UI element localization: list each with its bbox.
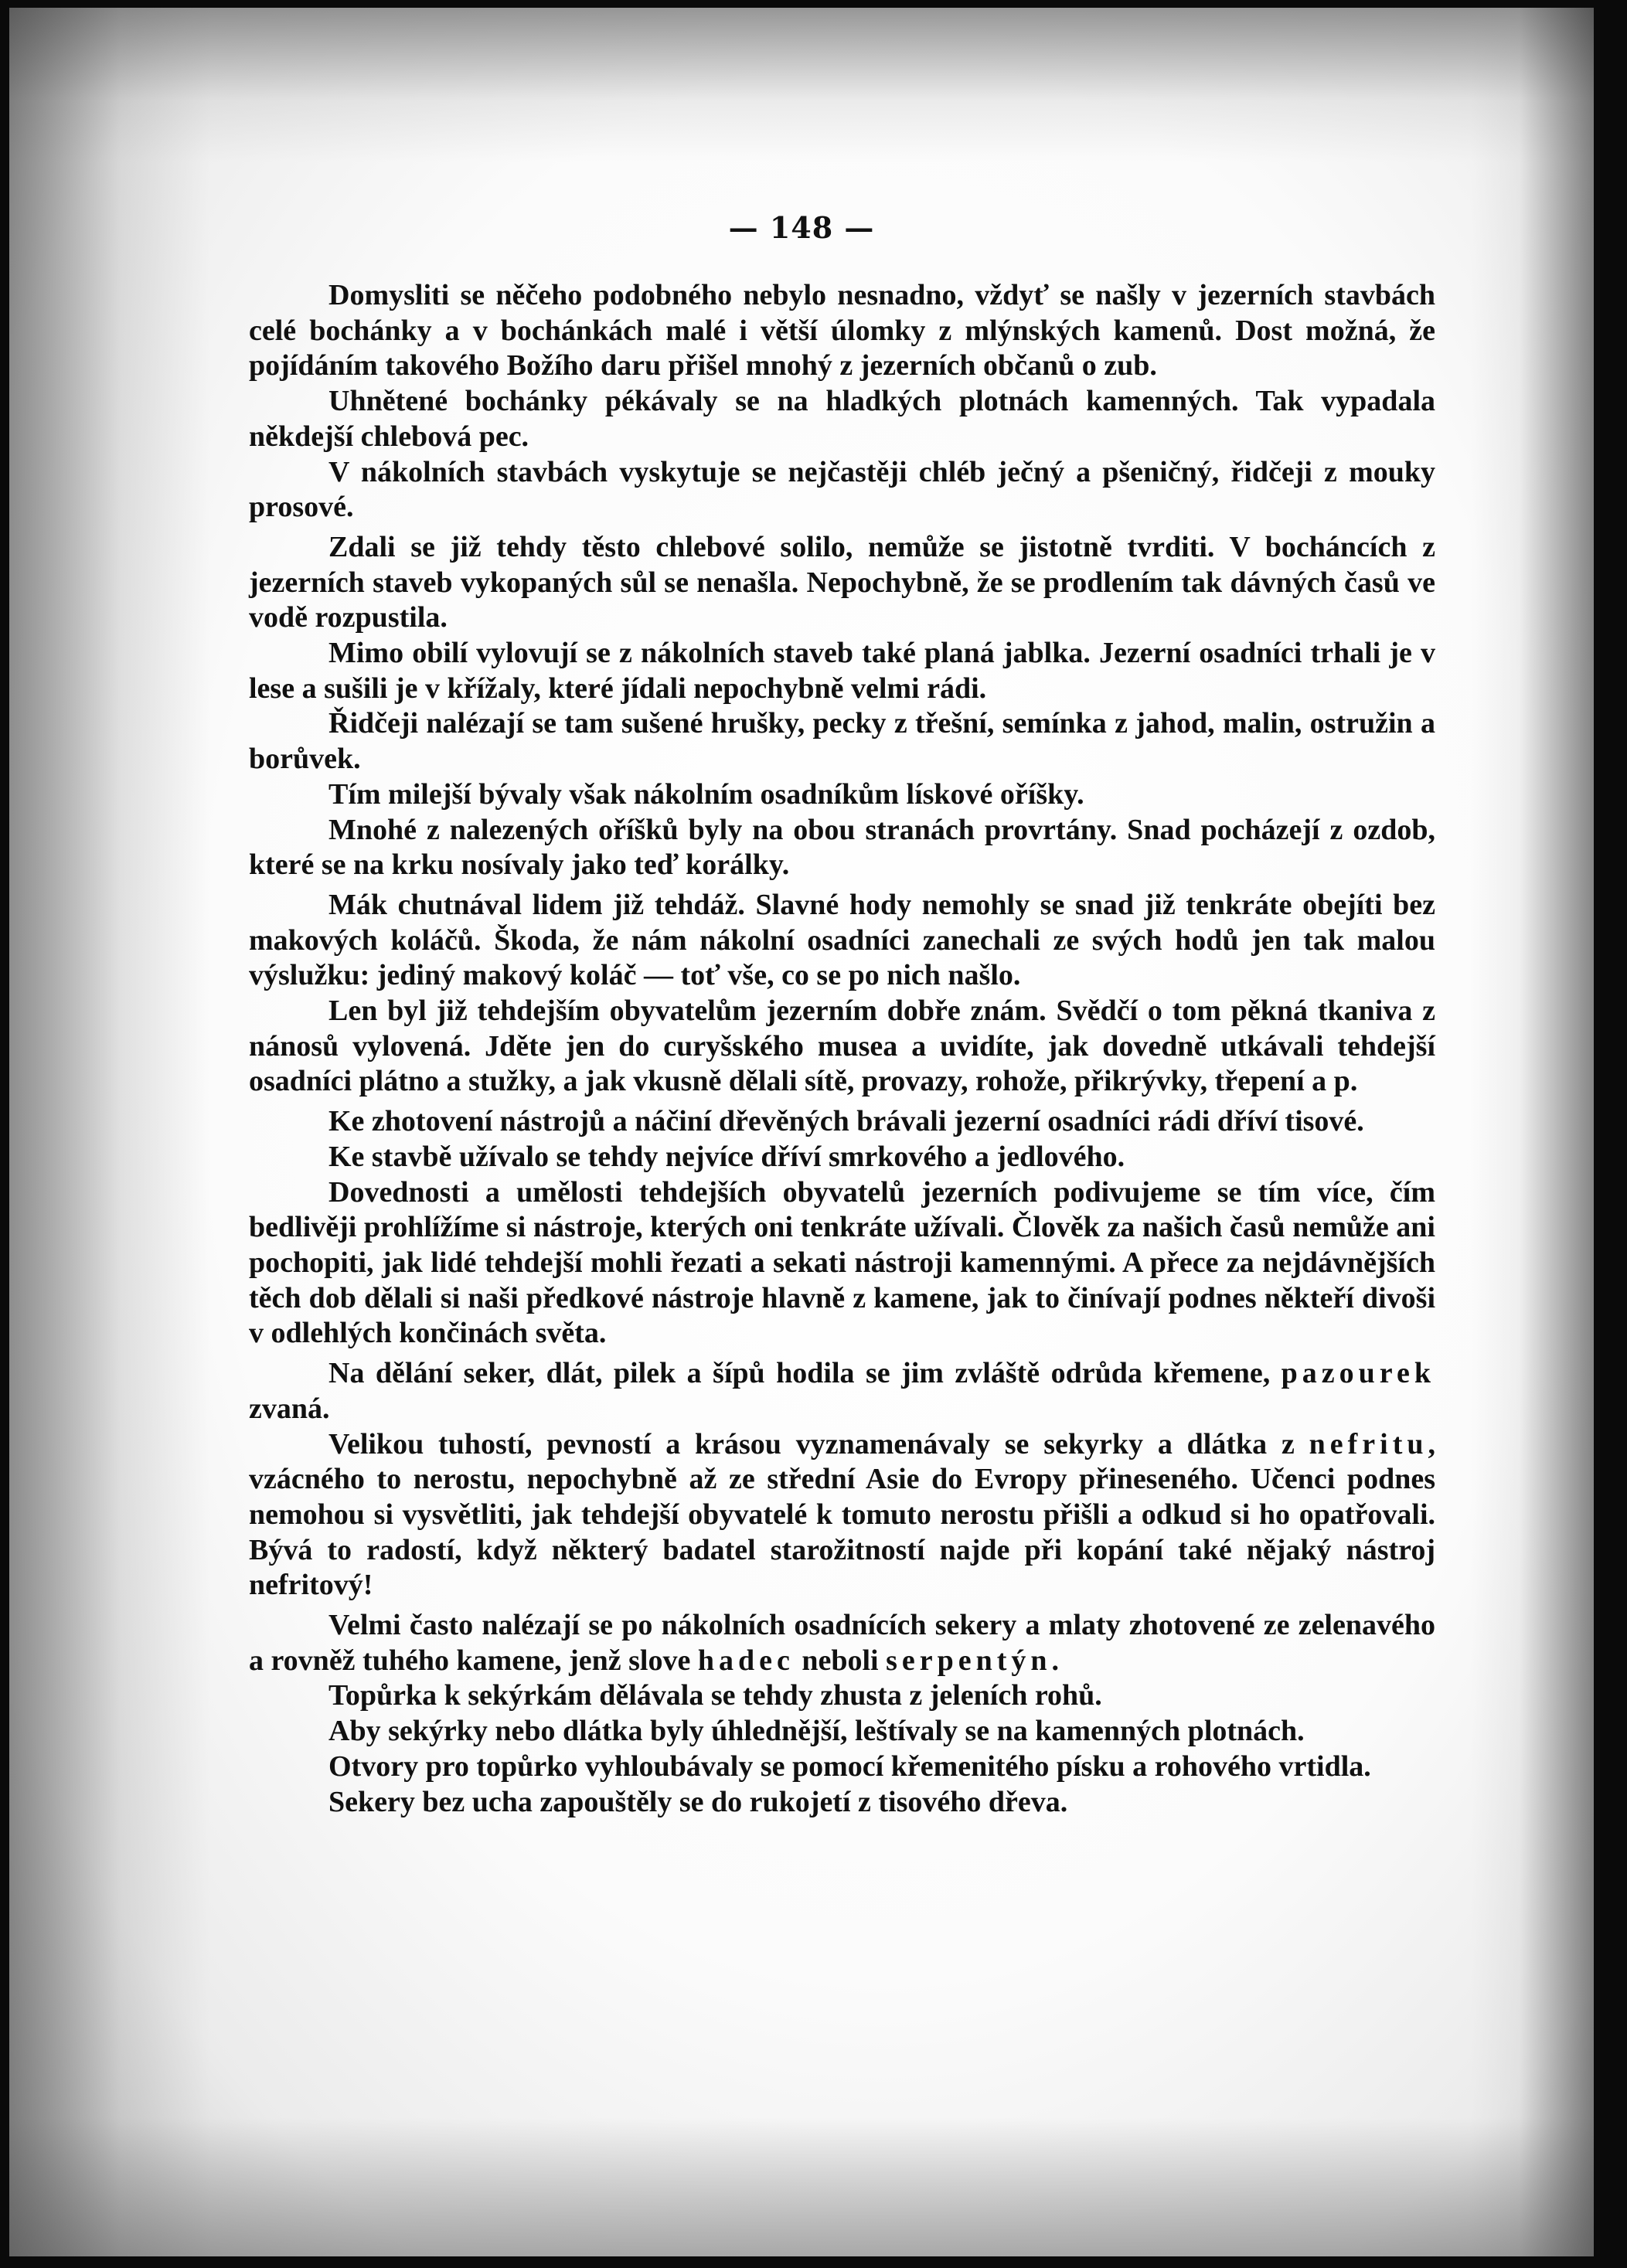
emphasized-term: hadec xyxy=(697,1644,795,1677)
page-shadow-bottom xyxy=(9,2117,1594,2256)
paragraph: Mnohé z nalezených oříšků byly na obou stranách provrtány. Snad pocházejí z ozdob, které se na krku nosívaly jako teď korálky. xyxy=(249,813,1435,882)
paragraph-text: Velmi často nalézají se po nákolních osadnících sekery a mlaty zhotovené ze zelenavého a rovněž tuhého kamene, jenž slove xyxy=(249,1609,1435,1677)
body-text xyxy=(249,278,1435,1820)
paragraph: Sekery bez ucha zapouštěly se do rukojetí z tisového dřeva. xyxy=(328,1785,1068,1818)
paragraph: Topůrka k sekýrkám dělávala se tehdy zhusta z jeleních rohů. xyxy=(328,1679,1102,1712)
paragraph: Mák chutnával lidem již tehdáž. Slavné hody nemohly se snad již tenkráte obejíti bez makových koláčů. Škoda, že nám nákolní osadníci zanechali ze svých hodů jen tak malou výslužku: jediný makový koláč — toť vše, co se po nich našlo. xyxy=(249,888,1435,992)
paragraph: Ke zhotovení nástrojů a náčiní dřevěných brávali jezerní osadníci rádi dříví tisové. xyxy=(328,1105,1364,1138)
paragraph-text: neboli xyxy=(802,1644,879,1677)
paragraph: Domysliti se něčeho podobného nebylo nesnadno, vždyť se našly v jezerních stavbách celé bochánky a v bochánkách malé i větší úlomky z mlýnských kamenů. Dost možná, že pojídáním takového Božího daru přišel mnohý z jezerních občanů o zub. xyxy=(249,279,1435,383)
paragraph: Uhnětené bochánky pékávaly se na hladkých plotnách kamenných. Tak vypadala někdejší chlebová pec. xyxy=(249,385,1435,453)
emphasized-term: serpentýn. xyxy=(886,1644,1064,1677)
paragraph-text: zvaná. xyxy=(249,1392,330,1425)
emphasized-term: pazourek xyxy=(1281,1357,1435,1390)
paragraph: Tím milejší bývaly však nákolním osadníkům lískové oříšky. xyxy=(328,777,1084,811)
paragraph: Len byl již tehdejším obyvatelům jezerním dobře znám. Svědčí o tom pěkná tkaniva z nánosů vylovená. Jděte jen do curyšského musea a uvidíte, jak dovedně utkávali tehdejší osadníci plátno a stužky, a jak vkusně dělali sítě, provazy, rohože, přikrývky, třepení a p. xyxy=(249,995,1435,1098)
paragraph: Aby sekýrky nebo dlátka byly úhlednější, leštívaly se na kamenných plotnách. xyxy=(328,1715,1305,1748)
page-shadow-right xyxy=(1470,8,1594,2256)
paragraph: Dovednosti a umělosti tehdejších obyvatelů jezerních podivujeme se tím více, čím bedlivěji prohlížíme si nástroje, kterých oni tenkráte užívali. Člověk za našich časů nemůže ani pochopiti, jak lidé tehdejší mohli řezati a sekati nástroji kamennými. A přece za nejdávnějších těch dob dělali si naši předkové nástroje hlavně z kamene, jak to činívají podnes někteří divoši v odlehlých končinách světa. xyxy=(249,1175,1435,1350)
paragraph-text: Velikou tuhostí, pevností a krásou vyznamenávaly se sekyrky a dlátka z xyxy=(328,1427,1295,1460)
page-number: — 148 — xyxy=(728,210,875,245)
paragraph-text: Na dělání seker, dlát, pilek a šípů hodila se jim zvláště odrůda křemene, xyxy=(328,1357,1271,1390)
paragraph xyxy=(249,1608,1435,1678)
page-shadow-top xyxy=(9,8,1594,162)
paragraph: Mimo obilí vylovují se z nákolních staveb také planá jablka. Jezerní osadníci trhali je v lese a sušili je v křížaly, které jídali nepochybně velmi rádi. xyxy=(249,637,1435,705)
book-page xyxy=(9,8,1594,2256)
paragraph: Řidčeji nalézají se tam sušené hrušky, pecky z třešní, semínka z jahod, malin, ostružin a borůvek. xyxy=(249,707,1435,776)
paragraph-text: , vzácného to nerostu, nepochybně až ze střední Asie do Evropy přineseného. Učenci podnes nemohou si vysvětliti, jak tehdejší obyvatelé k tomuto nerostu přišli a odkud si ho opatřovali. Bývá to radostí, když některý badatel starožitností najde při kopání také nějaký nástroj nefritový! xyxy=(249,1427,1435,1602)
paragraph: Otvory pro topůrko vyhloubávaly se pomocí křemenitého písku a rohového vrtidla. xyxy=(328,1749,1371,1783)
paragraph: Ke stavbě užívalo se tehdy nejvíce dříví smrkového a jedlového. xyxy=(328,1140,1125,1173)
paragraph: Zdali se již tehdy těsto chlebové solilo, nemůže se jistotně tvrditi. V bocháncích z jezerních staveb vykopaných sůl se nenašla. Nepochybně, že se prodlením tak dávných časů ve vodě rozpustila. xyxy=(249,530,1435,634)
paragraph: V nákolních stavbách vyskytuje se nejčastěji chléb ječný a pšeničný, řidčeji z mouky prosové. xyxy=(249,455,1435,524)
emphasized-term: nefritu xyxy=(1309,1427,1428,1460)
page-shadow-left xyxy=(9,8,210,2256)
paragraph xyxy=(249,1427,1435,1604)
paragraph xyxy=(249,1356,1435,1426)
